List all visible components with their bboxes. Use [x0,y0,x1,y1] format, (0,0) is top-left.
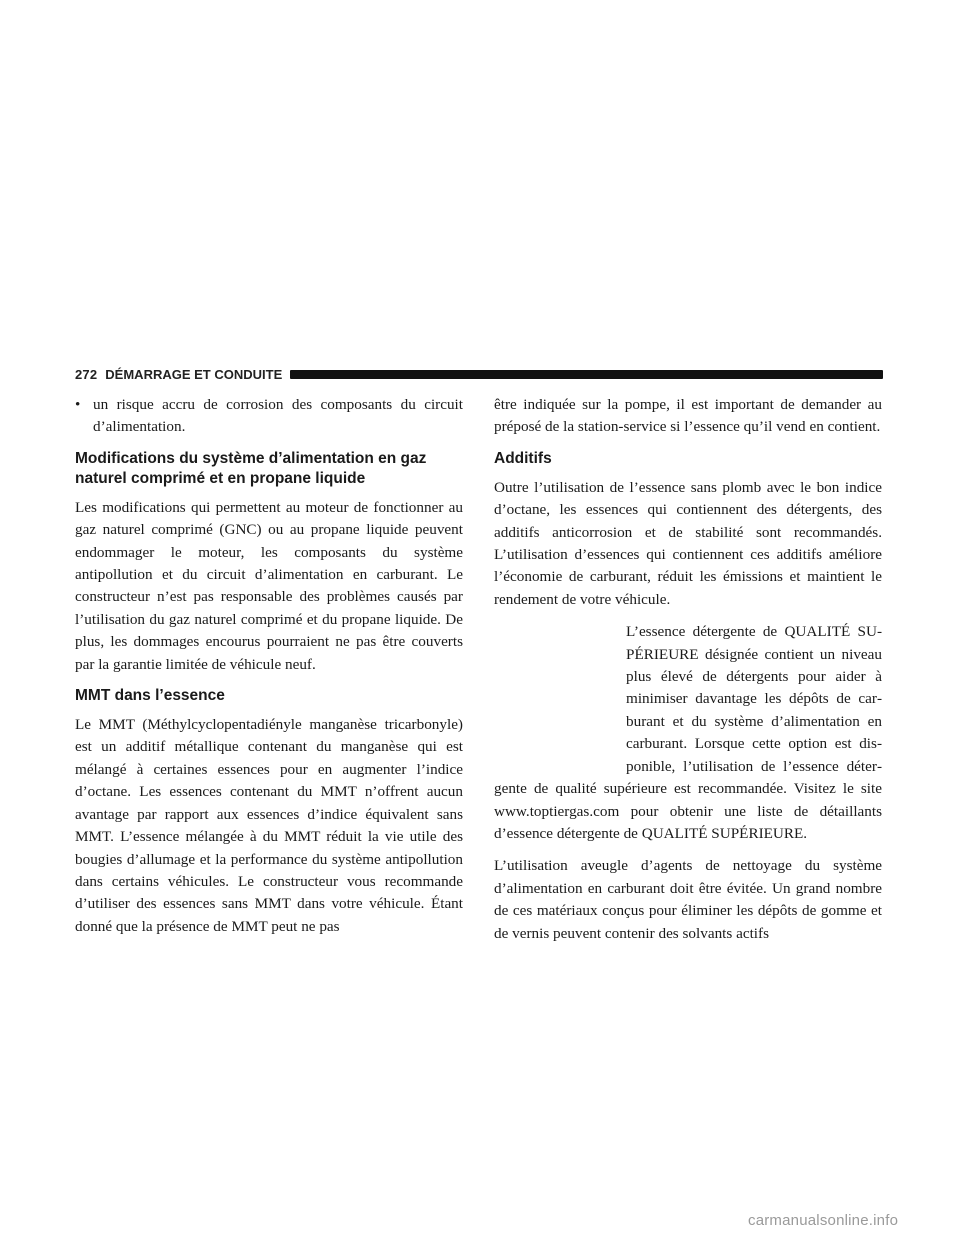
section-title: DÉMARRAGE ET CONDUITE [105,366,283,382]
heading-mmt: MMT dans l’essence [75,687,225,705]
heading-fuel-modifications: Modifications du système d’alimentation en gaz naturel comprimé et en propane liquide [75,449,427,487]
left-column [75,394,463,948]
page-header [75,364,883,384]
bullet-item [75,394,463,439]
watermark: carmanualsonline.info [748,1212,899,1229]
paragraph-fuel-modifications: Les modifications qui permettent au moteur de fonctionner au gaz naturel comprimé (GNC) ou au propane liquide peuvent endommager le moteur, les composants du système antipollution et du circuit d’alimentation en carburant. Le constructeur n’est pas responsable des problèmes causés par l’utilisation du gaz naturel comprimé et du propane liquide. De plus, les dommages encourus pourraient ne pas être couverts par la garantie limitée de véhicule neuf. [75,498,463,673]
paragraph-cleaning-agents: L’utilisation aveugle d’agents de nettoyage du système d’alimentation en carburant doit être évitée. Un grand nombre de ces matériaux conçus pour éliminer les dépôts de gomme et de vernis peuvent contenir des solvants actifs [494,857,882,942]
bullet-icon: • [75,396,81,413]
paragraph-mmt: Le MMT (Méthylcyclopentadiényle manganèse tricarbonyle) est un additif métallique contenant du manganèse qui est mélangé à certaines essences pour en augmenter l’indice d’octane. Les essences contenant du MMT n’offrent aucun avantage par rapport aux essences d’indice équivalent sans MMT. L’essence mélangée à du MMT réduit la vie utile des bougies d’allumage et la performance du système antipollution dans certains véhicules. Le constructeur vous recommande d’utiliser des essences sans MMT dans votre véhicule. Étant donné que la présence de MMT peut ne pas [75,716,463,935]
page-number: 272 [75,366,98,382]
heading-additives: Additifs [494,449,552,467]
bullet-text: un risque accru de corrosion des composants du circuit d’alimentation. [93,396,463,436]
paragraph-mmt-continued: être indiquée sur la pompe, il est important de demander au préposé de la station-service si l’essence qu’il vend en contient. [494,396,882,436]
paragraph-top-tier: L’essence détergente de QUALITÉ SUPÉRIEURE désignée contient un niveau plus élevé de détergents pour aider à minimiser davantage les dépôts de carburant et du système d’alimentation en carburant. Lorsque cette option est disponible, l’utilisation de l’essence détergente de qualité supérieure est recommandée. Visitez le site www.toptiergas.com pour obtenir une liste de détaillants d’essence détergente de QUALITÉ SUPÉRIEURE. [494,623,882,842]
paragraph-additives: Outre l’utilisation de l’essence sans plomb avec le bon indice d’octane, les essences qui contiennent des détergents, des additifs anticorrosion et de stabilité sont recommandés. L’utilisation d’essences qui contiennent ces additifs améliore l’économie de carburant, réduit les émissions et maintient le rendement de votre véhicule. [494,478,882,608]
header-rule [290,370,883,379]
top-tier-block [494,621,882,845]
right-column [494,394,882,955]
top-tier-image-space [494,625,626,759]
